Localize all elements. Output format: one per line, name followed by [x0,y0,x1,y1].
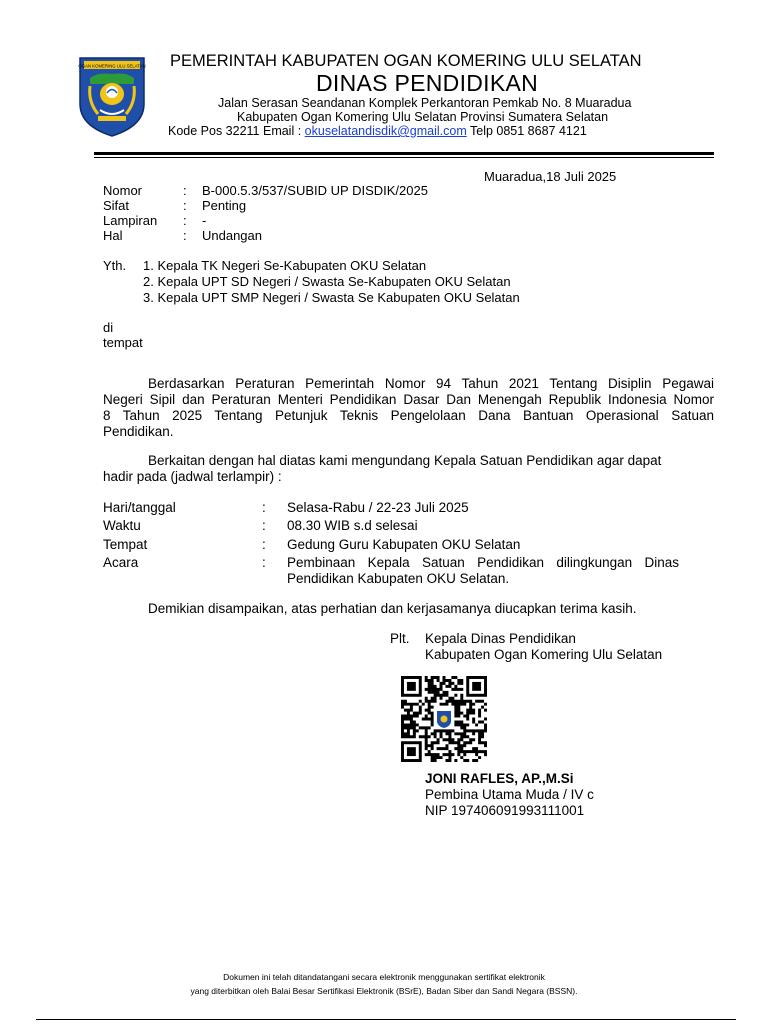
meta-value-lampiran: - [202,213,207,228]
footer-note-1: Dokumen ini telah ditandatangani secara elektronik menggunakan sertifikat elektronik [223,972,545,982]
schedule-value-event-cont: Pendidikan Kabupaten OKU Selatan. [287,571,510,586]
signature-plt: Plt. [390,631,410,646]
schedule-value-event: Pembinaan Kepala Satuan Pendidikan dilingkungan Dinas [287,555,679,570]
meta-label-nomor: Nomor [103,183,143,198]
paragraph-1-line: Pendidikan. [103,424,174,439]
letterhead-office: DINAS PENDIDIKAN [316,70,539,96]
meta-value-hal: Undangan [202,228,262,243]
recipient-item: 2. Kepala UPT SD Negeri / Swasta Se-Kabupaten OKU Selatan [143,274,511,289]
postal-code-label: Kode Pos 32211 Email : [168,124,305,138]
schedule-sep: : [262,500,266,515]
logo-text: OGAN KOMERING ULU SELATAN [78,63,146,69]
meta-label-lampiran: Lampiran [103,213,158,228]
schedule-label-day: Hari/tanggal [103,500,176,515]
footer-note-2: yang diterbitkan oleh Balai Besar Sertifikasi Elektronik (BSrE), Badan Siber dan Sandi Negara (BSSN). [190,986,578,996]
schedule-value-place: Gedung Guru Kabupaten OKU Selatan [287,537,521,552]
meta-value-sifat: Penting [202,198,247,213]
paragraph-2-line: Berkaitan dengan hal diatas kami mengundang Kepala Satuan Pendidikan agar dapat [148,453,662,468]
date-value: 18 Juli 2025 [546,169,617,184]
paragraph-2-line: hadir pada (jadwal terlampir) : [103,469,282,484]
meta-value-nomor: B-000.5.3/537/SUBID UP DISDIK/2025 [202,183,428,198]
qr-code-signature [399,676,489,762]
meta-sep-hal: : [183,228,187,243]
schedule-value-time: 08.30 WIB s.d selesai [287,518,418,533]
recipient-item: 1. Kepala TK Negeri Se-Kabupaten OKU Selatan [143,258,427,273]
closing-sentence: Demikian disampaikan, atas perhatian dan kerjasamanya diucapkan terima kasih. [148,601,637,616]
email-link[interactable]: okuselatandisdik@gmail.com [304,124,467,138]
meta-sep-lampiran: : [183,213,187,228]
letterhead-address-2: Kabupaten Ogan Komering Ulu Selatan Provinsi Sumatera Selatan [237,110,609,124]
letterhead-government: PEMERINTAH KABUPATEN OGAN KOMERING ULU SELATAN [170,52,642,70]
recipient-item: 3. Kepala UPT SMP Negeri / Swasta Se Kabupaten OKU Selatan [143,290,520,305]
letter-date [484,169,616,184]
phone-text: Telp 0851 8687 4121 [466,124,587,138]
paragraph-1-line: Negeri Sipil dan Peraturan Menteri Pendidikan Dasar Dan Menengah Republik Indonesia Nomor [103,392,714,407]
meta-label-hal: Hal [103,228,123,243]
regency-emblem-logo [76,52,148,138]
schedule-sep: : [262,555,266,570]
signatory-name: JONI RAFLES, AP.,M.Si [425,771,574,786]
header-rule-thick [94,152,714,155]
letterhead-address-1: Jalan Serasan Seandanan Komplek Perkantoran Pemkab No. 8 Muaradua [218,96,632,110]
meta-label-sifat: Sifat [103,198,130,213]
signatory-rank: Pembina Utama Muda / IV c [425,787,594,802]
signatory-nip: NIP 197406091993111001 [425,803,585,818]
paragraph-1-line: Berdasarkan Peraturan Pemerintah Nomor 94 Tahun 2021 Tentang Disiplin Pegawai [148,376,714,391]
schedule-label-place: Tempat [103,537,148,552]
date-place: Muaradua, [484,169,547,184]
signature-title-2: Kabupaten Ogan Komering Ulu Selatan [425,647,663,662]
letterhead-contact [168,124,587,138]
header-rule-thin [94,157,714,158]
meta-sep-sifat: : [183,198,187,213]
schedule-label-time: Waktu [103,518,141,533]
recipient-prefix: Yth. [103,258,127,273]
recipient-tempat: tempat [103,335,143,350]
recipient-di: di [103,320,114,335]
signature-title-1: Kepala Dinas Pendidikan [425,631,576,646]
footer-rule [36,1019,736,1020]
paragraph-1-line: 8 Tahun 2025 Tentang Petunjuk Teknis Pengelolaan Dana Bantuan Operasional Satuan [103,408,714,423]
schedule-sep: : [262,518,266,533]
schedule-label-event: Acara [103,555,139,570]
meta-sep-nomor: : [183,183,187,198]
schedule-sep: : [262,537,266,552]
schedule-value-day: Selasa-Rabu / 22-23 Juli 2025 [287,500,469,515]
